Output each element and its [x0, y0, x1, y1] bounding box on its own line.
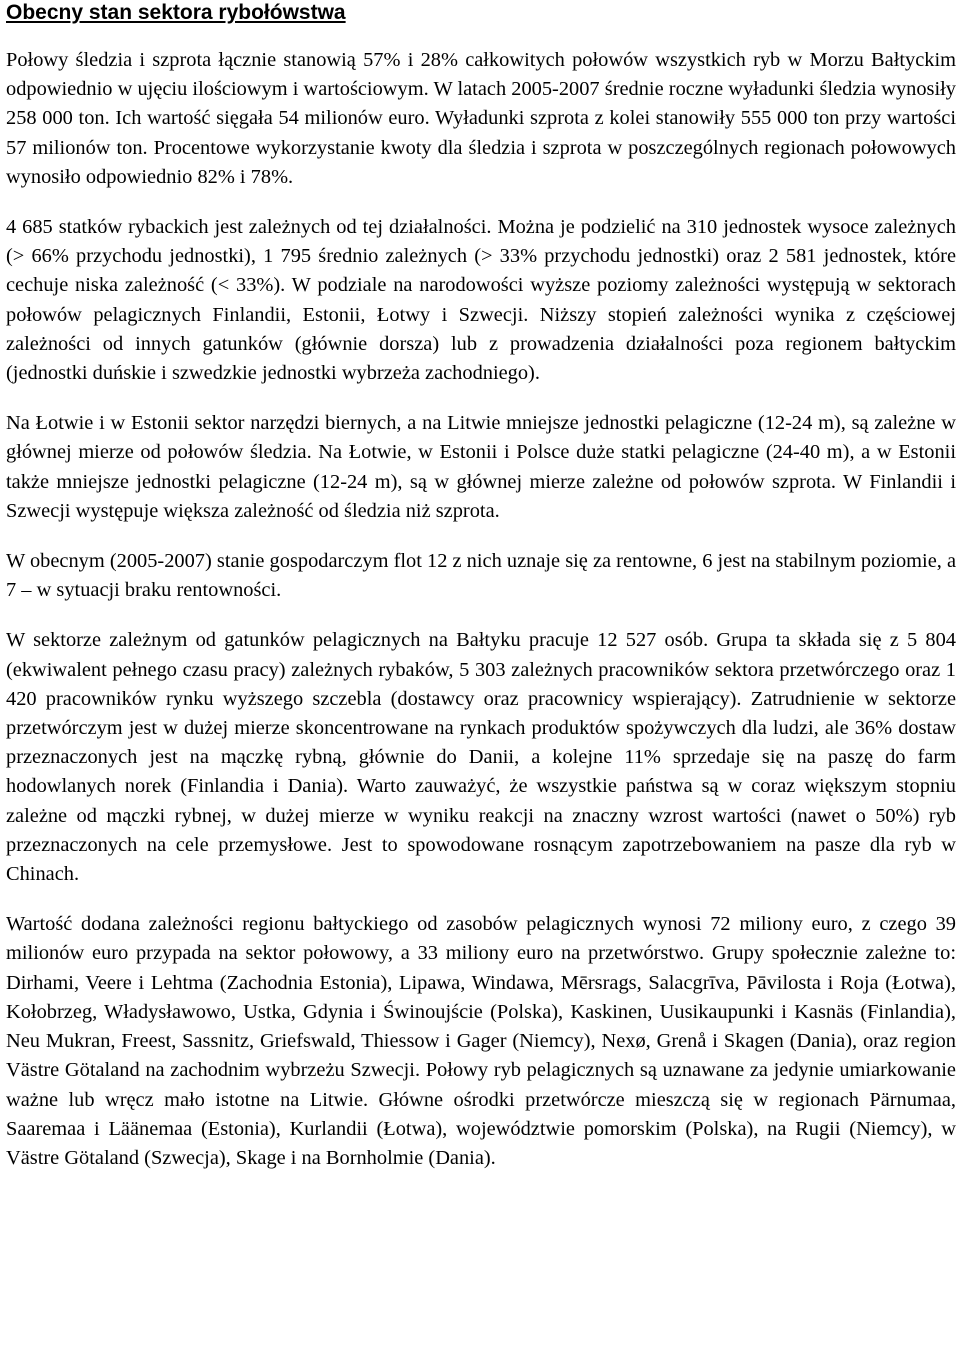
document-page: [6, 0, 956, 1194]
paragraph-regional-dependence: Na Łotwie i w Estonii sektor narzędzi biernych, a na Litwie mniejsze jednostki pelagiczne (12-24 m), są zależne w głównej mierze od połowów śledzia. Na Łotwie, w Estonii i Polsce duże statki pelagiczne (24-40 m), a w Estonii także mniejsze jednostki pelagiczne (12-24 m), są w głównej mierze zależne od połowów szprota. W Finlandii i Szwecji występuje większa zależność od śledzia niż szprota.: [6, 412, 956, 522]
paragraph-employment: W sektorze zależnym od gatunków pelagicznych na Bałtyku pracuje 12 527 osób. Grupa ta składa się z 5 804 (ekwiwalent pełnego czasu pracy) zależnych rybaków, 5 303 zależnych pracowników sektora przetwórczego oraz 1 420 pracowników rynku wyższego szczebla (dostawcy oraz pracownicy wspierający). Zatrudnienie w sektorze przetwórczym jest w dużej mierze skoncentrowane na rynkach produktów spożywczych dla ludzi, ale 36% dostaw przeznaczonych jest na mączkę rybną, głównie do Danii, a kolejne 11% sprzedaje się na paszę do farm hodowlanych norek (Finlandia i Dania). Warto zauważyć, że wszystkie państwa są w coraz większym stopniu zależne od mączki rybnej, w dużej mierze w wyniku reakcji na znaczny wzrost wartości (nawet o 50%) ryb przeznaczonych na cele przemysłowe. Jest to spowodowane rosnącym zapotrzebowaniem na pasze dla ryb w Chinach.: [6, 629, 956, 886]
paragraph-catch-share: Połowy śledzia i szprota łącznie stanowią 57% i 28% całkowitych połowów wszystkich ryb w Morzu Bałtyckim odpowiednio w ujęciu ilościowym i wartościowym. W latach 2005-2007 średnie roczne wyładunki śledzia wynosiły 258 000 ton. Ich wartość sięgała 54 milionów euro. Wyładunki szprota z kolei stanowiły 555 000 ton przy wartości 57 milionów ton. Procentowe wykorzystanie kwoty dla śledzia i szprota w poszczególnych regionach połowowych wynosiło odpowiednio 82% i 78%.: [6, 49, 956, 188]
paragraph-vessel-dependence: 4 685 statków rybackich jest zależnych od tej działalności. Można je podzielić na 310 jednostek wysoce zależnych (> 66% przychodu jednostki), 1 795 średnio zależnych (> 33% przychodu jednostki) oraz 2 581 jednostek, które cechuje niska zależność (< 33%). W podziale na narodowości wyższe poziomy zależności występują w sektorach połowów pelagicznych Finlandii, Estonii, Łotwy i Szwecji. Niższy stopień zależności wynika z częściowej zależności od innych gatunków (głównie dorsza) lub z prowadzenia działalności poza regionem bałtyckim (jednostki duńskie i szwedzkie jednostki wybrzeża zachodniego).: [6, 216, 956, 385]
paragraph-fleet-profitability: W obecnym (2005-2007) stanie gospodarczym flot 12 z nich uznaje się za rentowne, 6 jest na stabilnym poziomie, a 7 – w sytuacji braku rentowności.: [6, 550, 956, 602]
section-heading: Obecny stan sektora rybołówstwa: [6, 1, 346, 24]
paragraph-added-value: Wartość dodana zależności regionu bałtyckiego od zasobów pelagicznych wynosi 72 miliony euro, z czego 39 milionów euro przypada na sektor połowowy, a 33 miliony euro na przetwórstwo. Grupy społecznie zależne to: Dirhami, Veere i Lehtma (Zachodnia Estonia), Lipawa, Windawa, Mērsrags, Salacgrīva, Pāvilosta i Roja (Łotwa), Kołobrzeg, Władysławowo, Ustka, Gdynia i Świnoujście (Polska), Kaskinen, Uusikaupunki i Kasnäs (Finlandia), Neu Mukran, Freest, Sassnitz, Griefswald, Thiessow i Gager (Niemcy), Nexø, Grenå i Skagen (Dania), oraz region Västre Götaland na zachodnim wybrzeżu Szwecji. Połowy ryb pelagicznych są uznawane za jedynie umiarkowanie ważne lub wręcz mało istotne na Litwie. Główne ośrodki przetwórcze mieszczą się w regionach Pärnumaa, Saaremaa i Läänemaa (Estonia), Kurlandii (Łotwa), województwie pomorskim (Polska), na Rugii (Niemcy), w Västre Götaland (Szwecja), Skage i na Bornholmie (Dania).: [6, 913, 956, 1169]
